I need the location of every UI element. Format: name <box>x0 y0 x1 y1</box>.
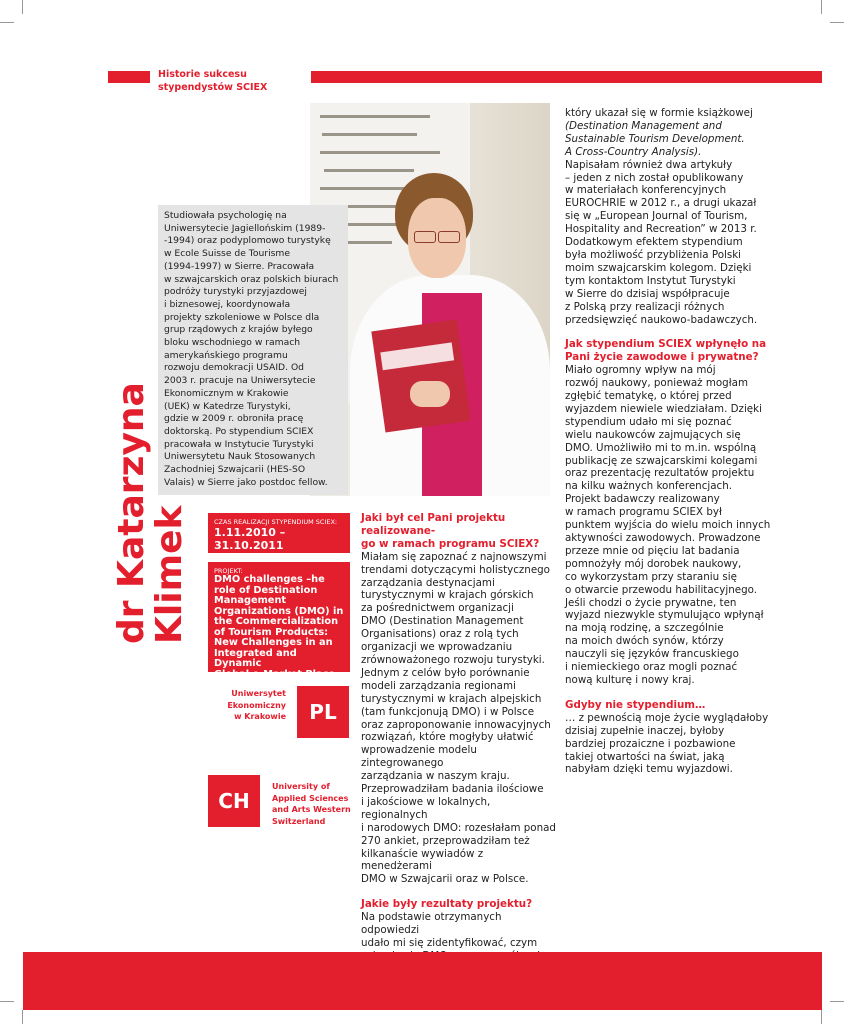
text-line: który ukazał się w formie książkowej <box>565 107 753 119</box>
text-line: nową kulturę i nowy kraj. <box>565 673 695 686</box>
text-line: Gdyby nie stypendium… <box>565 698 706 711</box>
bio-line: (UEK) w Katedrze Turystyki, <box>164 400 291 412</box>
text-line: tym kontaktom Instytut Turystyki <box>565 274 736 287</box>
text-line: aktywności zawodowych. Prowadzone <box>565 532 761 544</box>
answer-paragraph <box>565 107 775 326</box>
text-line: stypendium udało mi się poznać <box>565 415 732 428</box>
crop-mark <box>22 1010 23 1024</box>
text-line: Miałam się zapoznać z najnowszymi <box>361 550 547 563</box>
text-line: Przeprowadziłam badania ilościowe <box>361 783 544 796</box>
question-heading <box>565 699 775 712</box>
text-line: z Polską przy realizacji różnych <box>565 300 725 313</box>
text-line: pomnożyły mój dorobek naukowy, <box>565 557 742 570</box>
text-line: nabyłam dzięki temu wyjazdowi. <box>565 763 733 776</box>
project-title <box>214 575 344 680</box>
person-name-line2: Klimek <box>149 505 190 644</box>
bio-line: rozwoju demokracji USAID. Od <box>164 362 305 374</box>
text-line: go w ramach programu SCIEX? <box>361 537 540 550</box>
text-line: przedsięwzięć naukowo-badawczych. <box>565 313 758 326</box>
text-line: Na podstawie otrzymanych odpowiedzi <box>361 911 502 937</box>
text-line: Projekt badawczy realizowany <box>565 493 720 506</box>
text-line: DMO w Szwajcarii oraz w Polsce. <box>361 873 529 886</box>
text-line: trendami dotyczącymi holistycznego <box>361 563 550 576</box>
period-box <box>208 513 350 553</box>
text-line: turystycznymi w krajach górskich <box>361 589 534 602</box>
project-title-line: Global e-Market Place <box>214 668 336 680</box>
answer-paragraph <box>361 551 556 887</box>
project-title-line: Integrated and Dynamic <box>214 647 297 669</box>
text-line: i jakościowe w lokalnych, regionalnych <box>361 795 491 821</box>
bio-line: -1994) oraz podyplomowo turystykę <box>164 235 331 247</box>
crop-mark <box>0 1001 14 1002</box>
bio-line: w szwajcarskich oraz polskich biurach <box>164 273 339 285</box>
text-line: wielu naukowców zajmujących się <box>565 428 741 441</box>
bio-line: bloku wschodniego w ramach <box>164 337 301 349</box>
text-line: w ramach programu SCIEX był <box>565 506 722 519</box>
text-line: moim szwajcarskim kolegom. Dzięki <box>565 261 752 274</box>
text-line: wprowadzenie modelu zintegrowanego <box>361 744 477 770</box>
text-line: Jakie były rezultaty projektu? <box>361 898 533 911</box>
text-line: DMO. Umożliwiło mi to m.in. wspólną <box>565 441 757 454</box>
text-line: przeze mnie od pięciu lat badania <box>565 544 740 557</box>
bio-line: i biznesowej, koordynowała <box>164 298 291 310</box>
crop-mark <box>821 1010 822 1024</box>
bio-line: pracowała w Instytucie Turystyki <box>164 438 314 450</box>
text-line: zarządzania destynacjami <box>361 576 495 589</box>
question-heading <box>361 898 556 911</box>
text-line: EUROCHRIE w 2012 r., a drugi ukazał <box>565 197 757 210</box>
header-bar-right <box>311 71 822 83</box>
text-line: się w „European Journal of Tourism, <box>565 210 748 223</box>
text-line: (tam funkcjonują DMO) i w Polsce <box>361 705 535 718</box>
project-title-line: Organizations (DMO) in <box>214 605 344 617</box>
crop-mark <box>830 1001 844 1002</box>
text-line: i narodowych DMO: rozesłałam ponad <box>361 821 556 834</box>
crop-mark <box>0 22 14 23</box>
project-title-line: of Tourism Products: <box>214 626 329 638</box>
pl-name-line: Ekonomiczny <box>227 700 286 710</box>
text-line: oraz zaproponowanie innowacyjnych <box>361 718 551 731</box>
text-line: Jednym z celów było porównanie <box>361 666 530 679</box>
text-line: w materiałach konferencyjnych <box>565 184 727 197</box>
text-line: modeli zarządzania regionami <box>361 679 516 692</box>
text-line: … z pewnością moje życie wyglądałoby <box>565 711 769 724</box>
person-name-line1: dr Katarzyna <box>111 382 152 644</box>
project-box <box>208 562 350 680</box>
ch-name-line: Applied Sciences <box>272 793 349 803</box>
text-line: zgłębić tematykę, o której przed <box>565 390 732 403</box>
text-line: A Cross-Country Analysis). <box>565 145 702 158</box>
text-line: wyjazdem niewiele wiedziałam. Dzięki <box>565 402 762 415</box>
project-title-line: Management <box>214 595 287 606</box>
text-line: DMO (Destination Management <box>361 615 524 628</box>
book-cover <box>371 320 470 433</box>
text-line: Jeśli chodzi o życie prywatne, ten <box>565 596 737 609</box>
ch-country-box: CH <box>208 775 260 827</box>
text-line: turystycznymi w krajach alpejskich <box>361 692 542 705</box>
period-value: 1.11.2010 – 31.10.2011 <box>214 526 286 552</box>
text-line: Dodatkowym efektem stypendium <box>565 236 743 249</box>
text-line: udało mi się zidentyfikować, czym <box>361 937 538 949</box>
text-line: i niemieckiego oraz mogli poznać <box>565 661 738 674</box>
text-line: za pośrednictwem organizacji <box>361 602 514 615</box>
bio-line: Ekonomicznym w Krakowie <box>164 387 289 399</box>
bio-line: podróży turystyki przyjazdowej <box>164 286 307 298</box>
text-line: Jaki był cel Pani projektu realizowane- <box>361 512 506 537</box>
answer-paragraph <box>565 364 775 687</box>
text-line: o otwarcie przewodu habilitacyjnego. <box>565 583 758 596</box>
text-line: na moją rodzinę, a szczególnie <box>565 622 724 635</box>
project-title-line: DMO challenges –he <box>214 574 325 585</box>
text-line: na kilku ważnych konferencjach. <box>565 480 732 493</box>
text-line: organizacji we wprowadzaniu <box>361 641 513 654</box>
pl-country-box: PL <box>297 686 349 738</box>
text-line: na moich dwóch synów, którzy <box>565 635 724 648</box>
ch-name-line: University of <box>272 782 330 791</box>
bio-line: w Ecole Suisse de Tourisme <box>164 248 291 260</box>
period-label: CZAS REALIZACJI STYPENDIUM SCIEX: <box>214 518 338 526</box>
pl-name-line: Uniwersytet <box>231 689 286 698</box>
ch-name-line: and Arts Western <box>272 805 351 814</box>
text-line: punktem wyjścia do wielu moich innych <box>565 519 771 532</box>
article-column-1 <box>361 512 556 976</box>
text-line: Organisations) oraz z rolą tych <box>361 628 519 641</box>
text-line: (Destination Management and <box>565 119 722 132</box>
bio-line: projekty szkoleniowe w Polsce dla <box>164 311 320 323</box>
article-column-2 <box>565 107 775 776</box>
text-line: w Sierre do dzisiaj współpracuje <box>565 287 730 300</box>
section-label: Historie sukcesu stypendystów SCIEX <box>158 69 268 93</box>
text-line: bardziej prozaiczne i pozbawione <box>565 737 736 750</box>
text-line: była możliwość przybliżenia Polski <box>565 248 742 261</box>
project-label: PROJEKT: <box>214 567 243 575</box>
bio-line: amerykańskiego programu <box>164 349 288 361</box>
bio-line: Zachodniej Szwajcarii (HES-SO <box>164 464 306 476</box>
text-line: Sustainable Tourism Development. <box>565 132 745 145</box>
pl-university-name <box>208 688 286 723</box>
text-line: Pani życie zawodowe i prywatne? <box>565 351 759 364</box>
text-line: wyjazd niezwykle stymulująco wpłynął <box>565 609 764 622</box>
text-line: Miało ogromny wpływ na mój <box>565 364 716 377</box>
text-line: oraz prezentację rezultatów projektu <box>565 467 755 480</box>
ch-name-line: Switzerland <box>272 816 326 826</box>
text-line: – jeden z nich został opublikowany <box>565 171 744 184</box>
pl-name-line: w Krakowie <box>234 712 286 721</box>
ch-university-name <box>272 781 362 827</box>
crop-mark <box>22 0 23 14</box>
bio-line: Uniwersytecie Jagiellońskim (1989- <box>164 222 326 234</box>
bio-line: doktorską. Po stypendium SCIEX <box>164 425 314 437</box>
bio-line: Valais) w Sierre jako postdoc fellow. <box>164 476 328 488</box>
bio-line: Uniwersytetu Nauk Stosowanych <box>164 451 316 463</box>
text-line: publikację ze szwajcarskimi kolegami <box>565 454 758 467</box>
question-heading <box>565 338 775 364</box>
bio-line: grup rządowych z krajów byłego <box>164 324 313 336</box>
text-line: Napisałam również dwa artykuły <box>565 158 733 171</box>
bio-line: Studiowała psychologię na <box>164 210 287 221</box>
project-title-line: the Commercialization <box>214 616 339 627</box>
text-line: rozwój naukowy, ponieważ mogłam <box>565 377 748 390</box>
text-line: kilkanaście wywiadów z menedżerami <box>361 847 484 873</box>
project-title-line: New Challenges in an <box>214 637 333 648</box>
text-line: dzisiaj zupełnie inaczej, byłoby <box>565 724 725 737</box>
footer-bar <box>23 952 822 1010</box>
text-line: nauczyli się języków francuskiego <box>565 648 739 661</box>
crop-mark <box>830 22 844 23</box>
text-line: 270 ankiet, przeprowadziłam też <box>361 834 530 847</box>
text-line: rozwiązań, które mogłyby ułatwić <box>361 731 534 744</box>
crop-mark <box>821 0 822 14</box>
header-bar-left <box>108 71 150 83</box>
bio-line: gdzie w 2009 r. obroniła pracę <box>164 413 304 425</box>
bio-line: 2003 r. pracuje na Uniwersytecie <box>164 375 316 387</box>
text-line: zrównoważonego rozwoju turystyki. <box>361 653 545 666</box>
question-heading <box>361 512 556 551</box>
text-line: co wykorzystam przy staraniu się <box>565 570 737 583</box>
text-line: Hospitality and Recreation” w 2013 r. <box>565 223 757 236</box>
bio-box <box>158 205 348 495</box>
text-line: zarządzania w naszym kraju. <box>361 770 510 783</box>
text-line: Jak stypendium SCIEX wpłynęło na <box>565 338 767 351</box>
text-line: takiej otwartości na świat, jaką <box>565 750 725 763</box>
bio-line: (1994-1997) w Sierre. Pracowała <box>164 260 315 272</box>
answer-paragraph <box>565 712 775 777</box>
project-title-line: role of Destination <box>214 584 318 596</box>
